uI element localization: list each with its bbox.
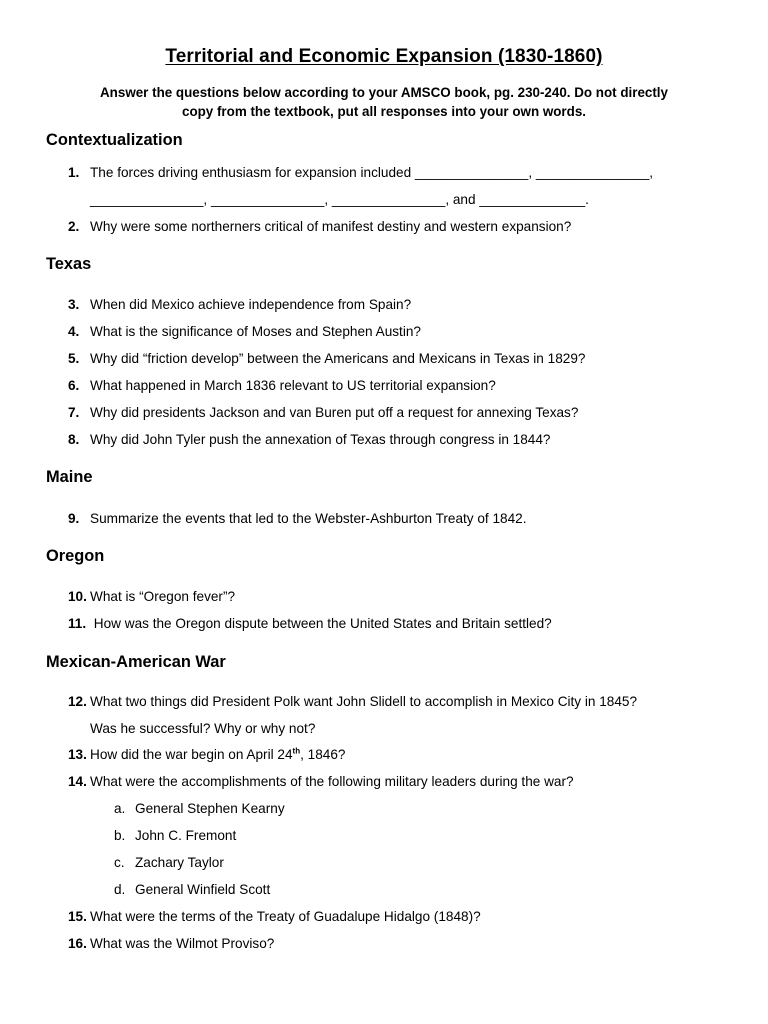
question-number: 14. (68, 774, 87, 789)
question-number: 15. (68, 909, 87, 924)
heading-oregon: Oregon (46, 547, 105, 565)
sub-item-text: John C. Fremont (135, 828, 237, 843)
question-2 (68, 218, 571, 236)
question-text: When did Mexico achieve independence from Spain? (90, 297, 412, 312)
question-13 (68, 746, 345, 764)
question-text: Why were some northerners critical of manifest destiny and western expansion? (90, 219, 572, 234)
question-number: 16. (68, 936, 87, 951)
question-1-continuation: _______________, _______________, _______________, and ______________. (90, 192, 589, 207)
question-4 (68, 323, 421, 341)
question-number: 2. (68, 219, 80, 234)
heading-texas: Texas (46, 255, 92, 273)
sub-item-d (114, 881, 270, 899)
question-text: What was the Wilmot Proviso? (90, 936, 275, 951)
question-text: What is the significance of Moses and Stephen Austin? (90, 324, 421, 339)
question-number: 7. (68, 405, 80, 420)
question-12 (68, 693, 637, 711)
sub-item-text: Zachary Taylor (135, 855, 224, 870)
instructions-line-2: copy from the textbook, put all responses into your own words. (182, 104, 586, 119)
question-text-end: , 1846? (300, 747, 346, 762)
heading-maine: Maine (46, 468, 93, 486)
question-number: 5. (68, 351, 80, 366)
question-number: 6. (68, 378, 80, 393)
question-11 (68, 615, 552, 633)
question-1 (68, 164, 653, 182)
sub-item-c (114, 854, 224, 872)
question-16 (68, 935, 274, 953)
question-text: How did the war begin on April 24 (90, 747, 293, 762)
question-text: Why did John Tyler push the annexation of Texas through congress in 1844? (90, 432, 551, 447)
sub-item-a (114, 800, 285, 818)
question-text: Why did “friction develop” between the Americans and Mexicans in Texas in 1829? (90, 351, 586, 366)
page-title: Territorial and Economic Expansion (1830-1860) (165, 46, 603, 67)
sub-item-letter: d. (114, 882, 126, 897)
question-14 (68, 773, 574, 791)
question-text: How was the Oregon dispute between the United States and Britain settled? (90, 616, 552, 631)
question-5 (68, 350, 585, 368)
question-text: What were the terms of the Treaty of Guadalupe Hidalgo (1848)? (90, 909, 481, 924)
question-number: 10. (68, 589, 87, 604)
sub-item-b (114, 827, 236, 845)
question-10 (68, 588, 235, 606)
question-text: The forces driving enthusiasm for expansion included _______________, _______________, (90, 165, 654, 180)
instructions-line-1: Answer the questions below according to your AMSCO book, pg. 230-240. Do not directly (100, 85, 668, 100)
question-text: What were the accomplishments of the following military leaders during the war? (90, 774, 574, 789)
question-9 (68, 510, 527, 528)
sub-item-letter: c. (114, 855, 125, 870)
question-3 (68, 296, 411, 314)
sub-item-text: General Stephen Kearny (135, 801, 285, 816)
question-7 (68, 404, 578, 422)
question-text: Why did presidents Jackson and van Buren put off a request for annexing Texas? (90, 405, 579, 420)
question-number: 3. (68, 297, 80, 312)
question-number: 12. (68, 694, 87, 709)
question-text: What happened in March 1836 relevant to US territorial expansion? (90, 378, 496, 393)
question-number: 8. (68, 432, 80, 447)
instructions (40, 83, 728, 121)
question-number: 13. (68, 747, 87, 762)
sub-item-letter: b. (114, 828, 126, 843)
ordinal-superscript: th (292, 746, 301, 756)
question-text: What is “Oregon fever”? (90, 589, 236, 604)
question-number: 11. (68, 616, 87, 631)
sub-item-letter: a. (114, 801, 126, 816)
heading-mexican-american-war: Mexican-American War (46, 653, 226, 671)
question-8 (68, 431, 550, 449)
question-6 (68, 377, 496, 395)
question-number: 1. (68, 165, 80, 180)
question-12-continuation: Was he successful? Why or why not? (90, 721, 316, 736)
heading-contextualization: Contextualization (46, 131, 183, 149)
question-number: 4. (68, 324, 80, 339)
sub-item-text: General Winfield Scott (135, 882, 271, 897)
question-text: Summarize the events that led to the Webster-Ashburton Treaty of 1842. (90, 511, 527, 526)
question-number: 9. (68, 511, 80, 526)
question-text: What two things did President Polk want John Slidell to accomplish in Mexico City in 1845? (90, 694, 638, 709)
question-15 (68, 908, 481, 926)
